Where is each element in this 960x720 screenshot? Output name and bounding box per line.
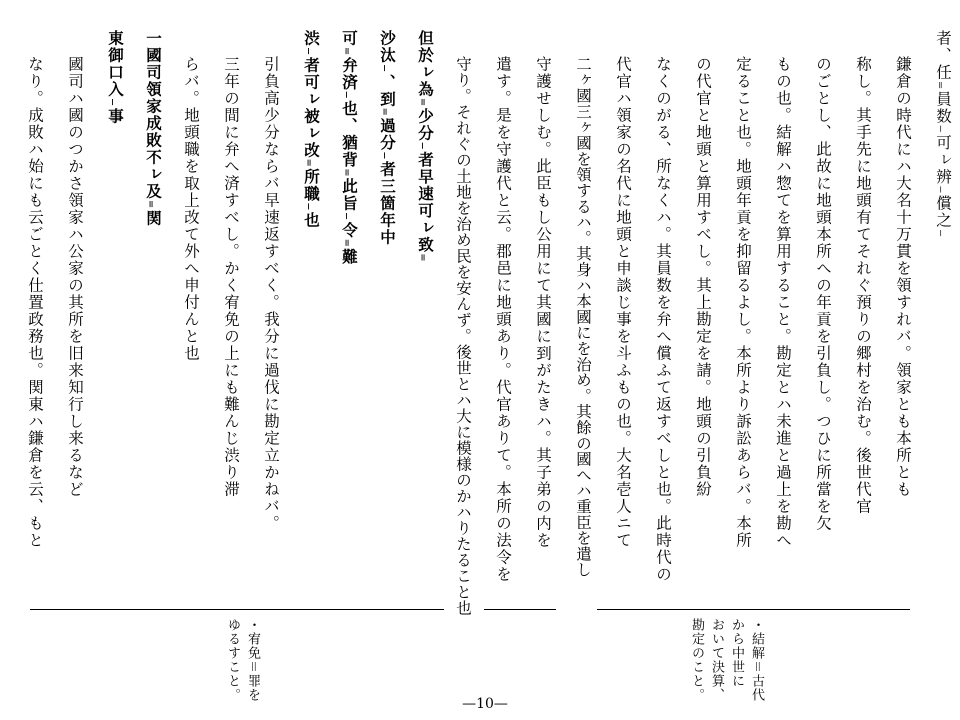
text-column: なり。成敗ハ始にも云ごとく仕置政務也。関東ハ鎌倉を云、もと [26,56,44,549]
text-column: 鎌倉の時代にハ大名十万貫を領すれバ。領家とも本所とも [894,56,912,498]
text-column: 二ヶ國三ヶ國を領するハ。其身ハ本國にを治め。其餘の國へハ重臣を遣し [574,56,592,578]
footnote-kecchi [686,618,766,718]
text-column: 代官ハ領家の名代に地頭と申談じ事を斗ふもの也。大名壱人ニて [614,56,632,549]
footnote-line: 勘定のこと。 [689,618,704,702]
footnote-line: から中世に [729,618,744,688]
text-column: 引負高少分ならバ早速返すべく。我分に過伐に勘定立かねバ。 [262,56,280,532]
footnote-line: おいて決算、 [709,618,724,702]
footnote-yumen [222,618,262,718]
footnote-line: ・宥免＝罪を [245,618,260,703]
text-column: 三年の間に弁へ済すべし。かく宥免の上にも難んじ渋り滞 [222,56,240,498]
page-number: —10— [462,696,508,712]
text-column: 守護せしむ。此臣もし公用にて其國に到がたきハ。其子弟の内を [534,56,552,549]
text-column: なくのがる、所なくハ。其員数を弁へ償ふて返すべしと也。此時代の [654,56,672,583]
text-column: 東御口入₋事 [106,30,125,125]
text-column: 一國司領家成敗不ㇾ及₌関 [144,30,163,227]
footnote-divider [484,609,556,610]
text-column: 沙汰₋、到₌過分₋者三箇年中 [378,30,397,247]
text-column: 可₌弁済₋也、猶背₌此旨₋令₌難 [340,30,359,266]
text-column: 但於ㇾ為₌少分₋者早速可ㇾ致₌ [416,30,435,264]
text-column: 定ること也。地頭年貢を抑留るよし。本所より訴訟あらバ。本所 [734,56,752,549]
text-column: 称し。其手先に地頭有てそれぐ預りの郷村を治む。後世代官 [854,56,872,515]
text-column: 國司ハ國のつかさ領家ハ公家の其所を旧来知行し来るなど [66,56,84,498]
footnote-line: ・結解＝古代 [749,618,764,703]
text-column: 守り。それぐの土地を治め民を安んず。後世とハ大に模様のかハりたること也 [454,56,472,616]
footnote-divider [30,609,444,610]
text-column: 者、任₌員数₋可ㇾ辨₋償之₋ [934,30,952,239]
text-column: もの也。結解ハ惣てを算用すること。勘定とハ未進と過上を勘へ [774,56,792,549]
text-column: 遣す。是を守護代と云。郡邑に地頭あり。代官ありて。本所の法令を [494,56,512,583]
footnote-line: ゆるすこと。 [225,618,240,702]
text-column: のごとし、此故に地頭本所への年貢を引負し。つひに所當を欠 [814,56,832,532]
footnote-divider [597,609,910,610]
text-column: 渋₋者可ㇾ被ㇾ改₌所職₋也 [302,30,321,230]
text-column: らバ。地頭職を取上改て外へ申付んと也 [182,56,200,362]
text-column: の代官と地頭と算用すべし。其上勘定を請。地頭の引負紛 [694,56,712,498]
